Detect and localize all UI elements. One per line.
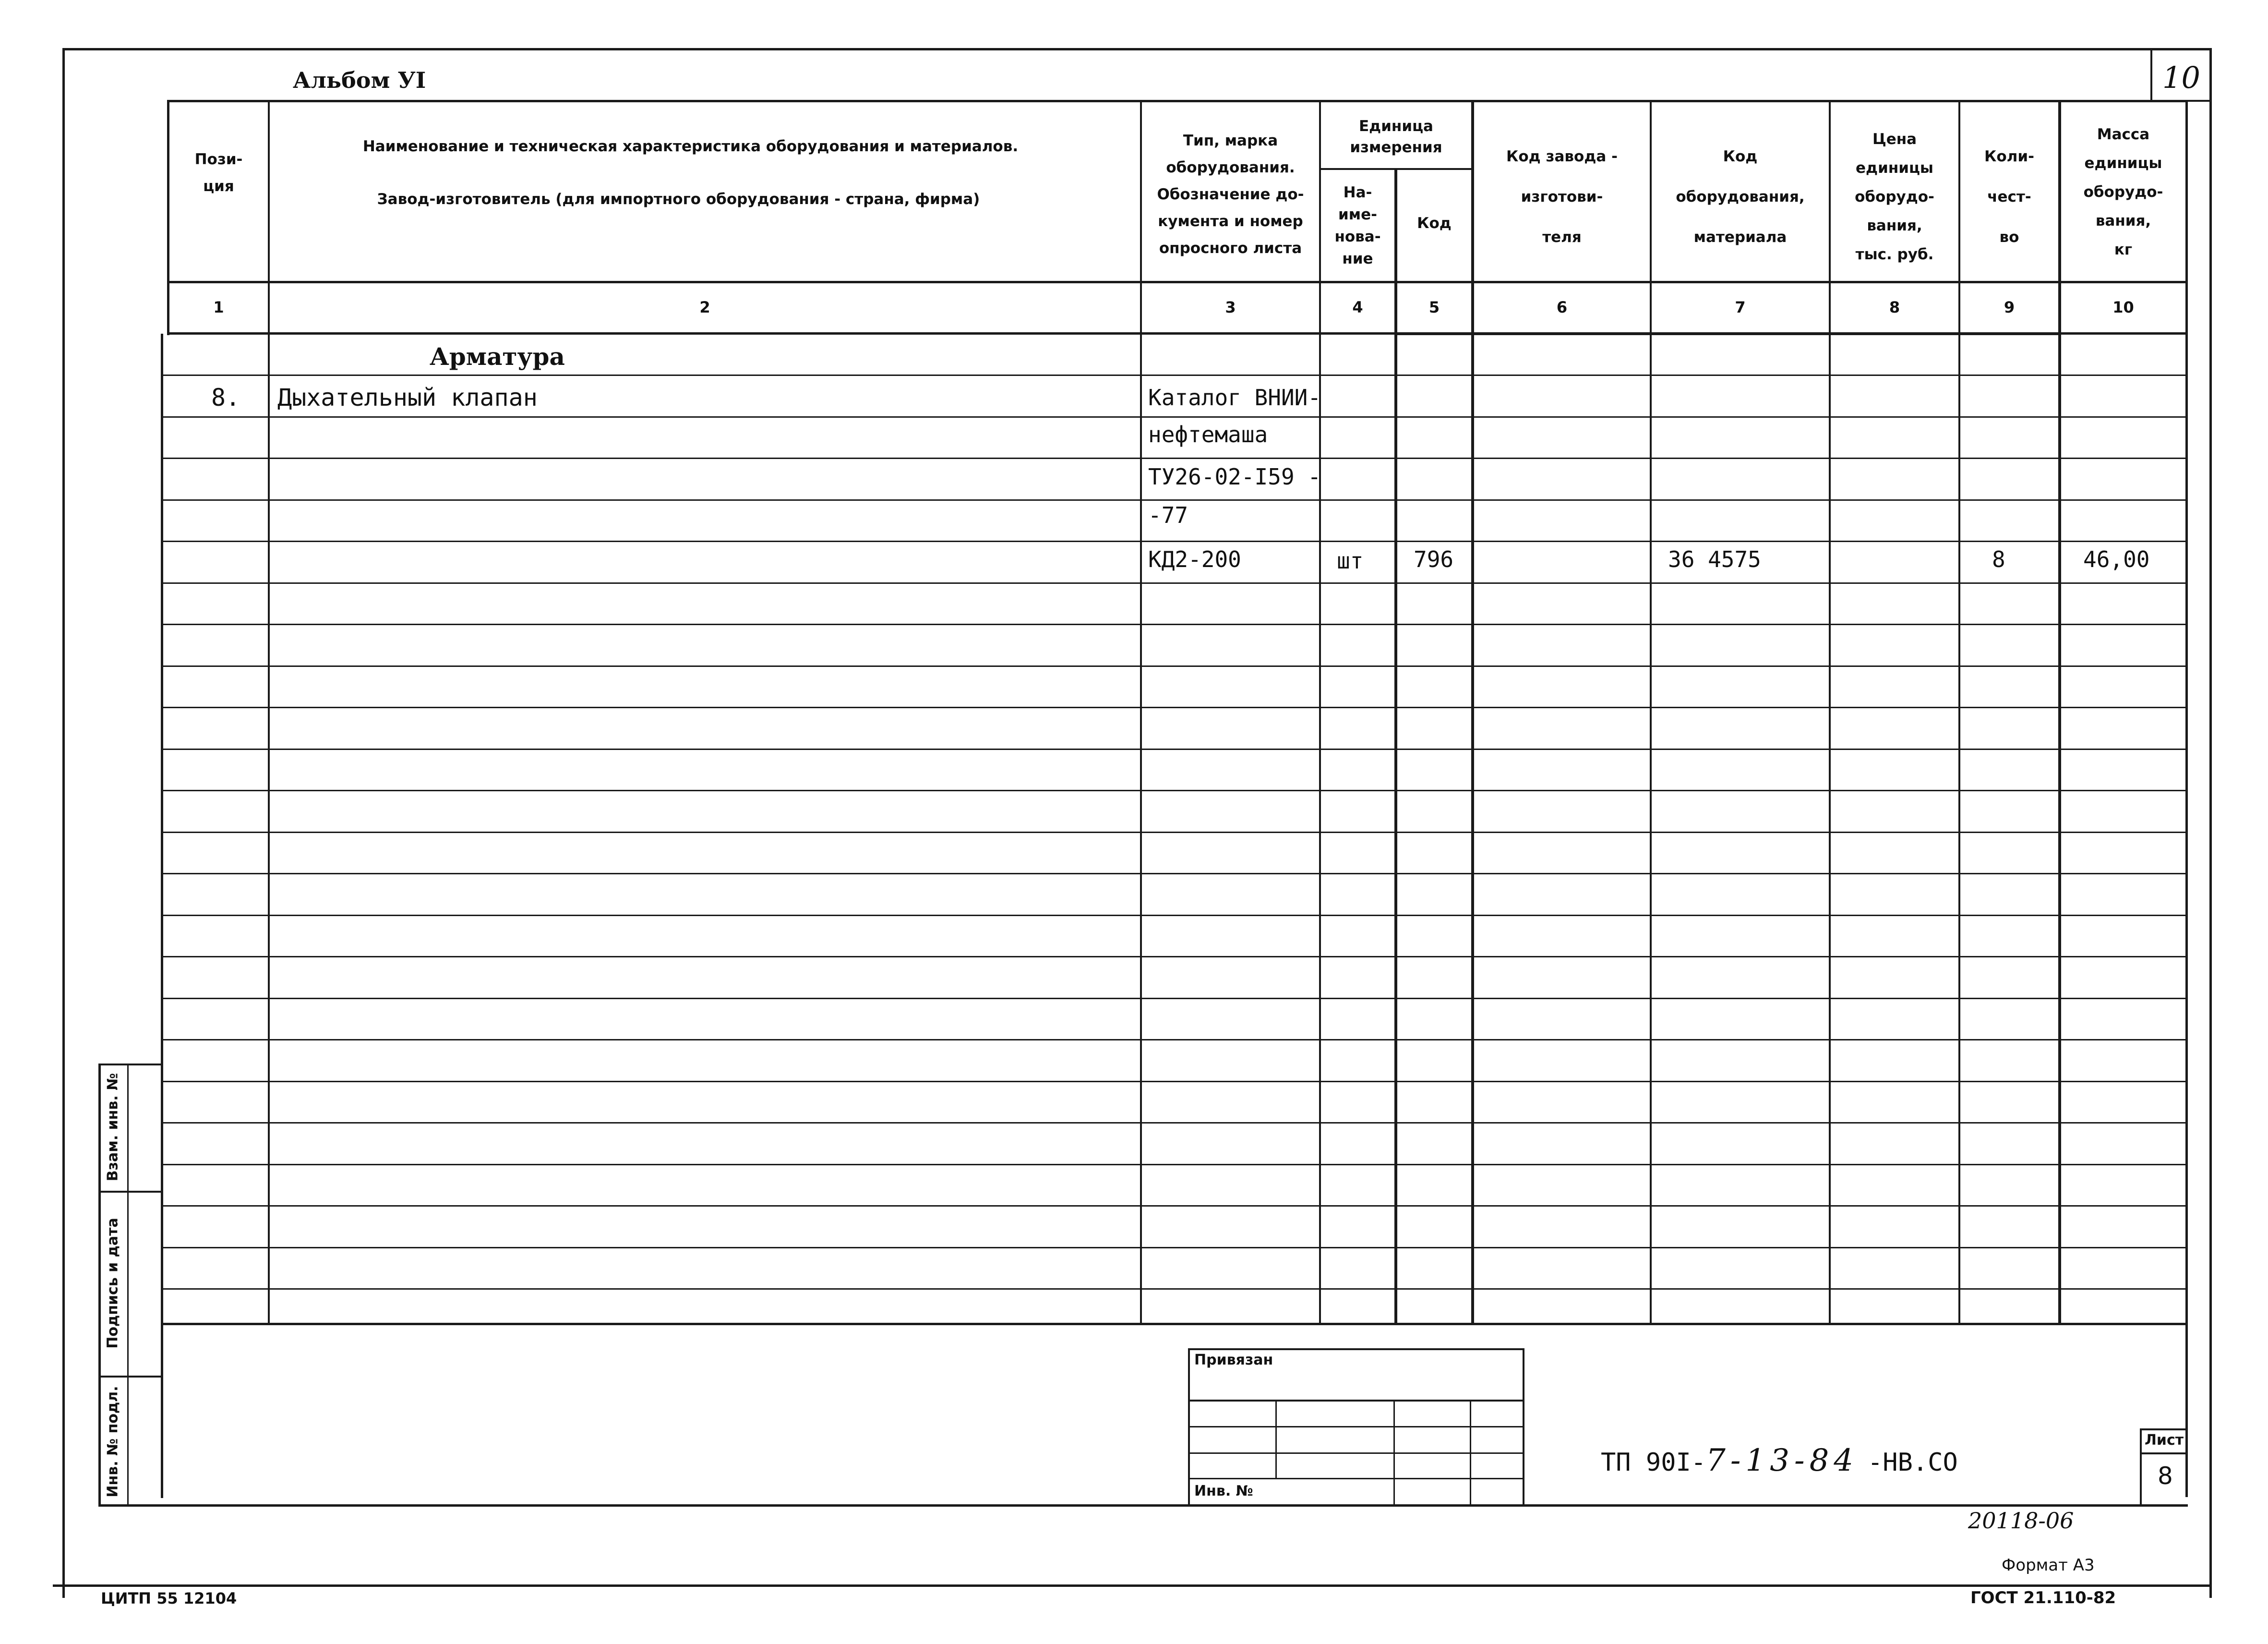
quantity: 8 xyxy=(1992,546,2005,572)
type-line: нефтемаша xyxy=(1148,422,1268,447)
doc-code xyxy=(1601,1443,1958,1478)
col4-header-line: На- xyxy=(1343,184,1372,201)
tb-col2 xyxy=(1393,1400,1395,1505)
col3-header-line: оборудования. xyxy=(1166,159,1295,176)
col10-header-line: вания, xyxy=(2095,212,2151,230)
col1-header-line: Пози- xyxy=(194,151,243,168)
tb-box-top xyxy=(1188,1348,1524,1350)
tb-row4 xyxy=(1188,1478,1524,1479)
doc-code-suffix: -НВ.СО xyxy=(1868,1448,1958,1477)
col-number: 5 xyxy=(1428,298,1440,316)
body-box-top xyxy=(1394,332,2061,335)
tb-row2 xyxy=(1188,1426,1524,1427)
col7-header-line: Код xyxy=(1723,148,1758,165)
col9-header-line: во xyxy=(1999,229,2019,246)
col4-header-line: име- xyxy=(1338,206,1377,223)
col10-header-line: оборудо- xyxy=(2083,183,2163,201)
handwritten-number: 20118-06 xyxy=(1968,1508,2074,1534)
type-line: КД2-200 xyxy=(1148,546,1241,572)
row-line xyxy=(161,873,2185,874)
col6-header-line: теля xyxy=(1542,229,1582,246)
item-name: Дыхательный клапан xyxy=(277,384,538,411)
col6-header-line: Код завода - xyxy=(1506,148,1618,165)
col10-header-line: кг xyxy=(2114,241,2133,258)
item-position: 8. xyxy=(211,384,240,411)
col8-header-line: Цена xyxy=(1872,131,1917,148)
side-stamp-original-inv: Инв. № подл. xyxy=(104,1386,121,1498)
row-line xyxy=(161,915,2185,916)
row-line xyxy=(161,665,2185,667)
col-number: 1 xyxy=(213,298,224,316)
col1-header-line: ция xyxy=(203,178,234,195)
col10-header xyxy=(2061,110,2185,274)
row-line xyxy=(161,1122,2185,1124)
section-title: Арматура xyxy=(430,342,565,371)
table-top xyxy=(167,100,2188,102)
col-number: 3 xyxy=(1225,298,1236,316)
col7-header-line: оборудования, xyxy=(1676,188,1805,206)
frame-left xyxy=(62,48,65,1598)
col3-header-line: кумента и номер xyxy=(1158,213,1303,230)
row-line xyxy=(161,582,2185,584)
tb-inv-no: Инв. № xyxy=(1194,1483,1253,1499)
col9-header-line: Коли- xyxy=(1984,148,2034,165)
sheet-box-left xyxy=(2140,1428,2142,1505)
row-line xyxy=(161,832,2185,833)
col1-header xyxy=(169,144,268,202)
col10-header-line: Масса xyxy=(2097,126,2150,143)
row-line xyxy=(161,1081,2185,1082)
corner-box-left xyxy=(2150,48,2152,101)
col8-header-line: тыс. руб. xyxy=(1855,246,1934,263)
row-line xyxy=(161,707,2185,708)
col3-header-line: опросного листа xyxy=(1159,240,1302,257)
col-sep-4 xyxy=(1394,168,1397,1325)
col-number: 2 xyxy=(699,298,710,316)
side-stamp-left xyxy=(98,1064,101,1507)
col2-header-line: Наименование и техническая характеристика оборудования и материалов. xyxy=(362,138,1019,155)
side-stamp-substitute-inv: Взам. инв. № xyxy=(104,1073,121,1182)
row-line xyxy=(161,1205,2185,1207)
gost-label: ГОСТ 21.110-82 xyxy=(1970,1588,2116,1608)
sheet-label: Лист xyxy=(2145,1432,2184,1449)
col6-header xyxy=(1474,120,1650,274)
tb-row3 xyxy=(1188,1452,1524,1454)
unit-name: шт xyxy=(1337,548,1364,574)
doc-code-prefix: ТП 90I- xyxy=(1601,1448,1706,1477)
col6-header-line: изготови- xyxy=(1521,188,1603,206)
tb-col1 xyxy=(1275,1400,1277,1478)
col3-header-line: Обозначение до- xyxy=(1157,186,1304,203)
col-number: 8 xyxy=(1889,298,1900,316)
row-line xyxy=(161,1288,2185,1290)
format-label: Формат А3 xyxy=(2002,1556,2095,1575)
col-number: 6 xyxy=(1556,298,1568,316)
tb-privyazan: Привязан xyxy=(1194,1352,1273,1368)
equipment-code: 36 4575 xyxy=(1668,546,1761,572)
corner-page-number: 10 xyxy=(2162,60,2200,95)
row-line xyxy=(161,749,2185,750)
col9-header xyxy=(1960,125,2058,269)
unit-group-divider xyxy=(1319,168,1474,170)
col4-header-line: нова- xyxy=(1334,228,1381,245)
doc-code-handwritten: 7-13-84 xyxy=(1706,1443,1858,1478)
col5-header xyxy=(1397,192,1471,254)
unit-code: 796 xyxy=(1414,546,1454,572)
col2-header xyxy=(270,139,1140,206)
col5-header-line: Код xyxy=(1417,215,1452,232)
unit-group-header xyxy=(1321,108,1471,166)
frame-top xyxy=(62,48,2212,50)
col4-header xyxy=(1321,173,1394,278)
mass: 46,00 xyxy=(2083,546,2150,572)
sheet-bottom xyxy=(98,1504,2188,1507)
side-stamp-inner xyxy=(127,1064,129,1507)
col-number: 10 xyxy=(2112,298,2134,316)
col7-header xyxy=(1652,120,1829,274)
col8-header-line: вания, xyxy=(1867,217,1922,234)
tb-row1 xyxy=(1188,1400,1524,1402)
left-code: ЦИТП 55 12104 xyxy=(101,1589,237,1608)
frame-bottom xyxy=(53,1584,2212,1587)
col7-header-line: материала xyxy=(1693,229,1787,246)
unit-group-header-line: измерения xyxy=(1350,139,1442,156)
col3-header-line: Тип, марка xyxy=(1183,132,1278,149)
sheet-box-top xyxy=(2140,1428,2188,1430)
row-line xyxy=(161,998,2185,999)
col3-header xyxy=(1142,110,1319,278)
type-line: -77 xyxy=(1148,502,1188,528)
row-line xyxy=(161,1247,2185,1248)
col-number: 4 xyxy=(1352,298,1363,316)
col-number: 7 xyxy=(1735,298,1746,316)
table-bottom xyxy=(161,1323,2188,1325)
col2-header-line: Завод-изготовитель (для импортного оборудования - страна, фирма) xyxy=(377,191,980,208)
col4-header-line: ние xyxy=(1342,250,1373,267)
frame-right xyxy=(2209,48,2212,1598)
album-title: Альбом УI xyxy=(293,67,426,93)
row-line xyxy=(161,624,2185,625)
side-stamp-signature-date: Подпись и дата xyxy=(104,1218,121,1349)
sheet-box-mid xyxy=(2140,1452,2188,1454)
col8-header-line: единицы xyxy=(1856,159,1933,177)
table-right xyxy=(2185,100,2188,1497)
col8-header-line: оборудо- xyxy=(1855,188,1934,206)
row-line xyxy=(161,790,2185,791)
col10-header-line: единицы xyxy=(2084,155,2162,172)
type-line: Каталог ВНИИ- xyxy=(1148,385,1321,411)
col9-header-line: чест- xyxy=(1987,188,2031,206)
row-line xyxy=(161,956,2185,957)
unit-group-header-line: Единица xyxy=(1359,118,1433,135)
row-line xyxy=(161,1039,2185,1040)
sheet-number: 8 xyxy=(2158,1462,2173,1490)
col8-header xyxy=(1831,120,1958,274)
tb-col3 xyxy=(1470,1400,1471,1505)
col-number: 9 xyxy=(2004,298,2015,316)
type-line: ТУ26-02-I59 - xyxy=(1148,464,1321,490)
row-line xyxy=(161,1164,2185,1165)
